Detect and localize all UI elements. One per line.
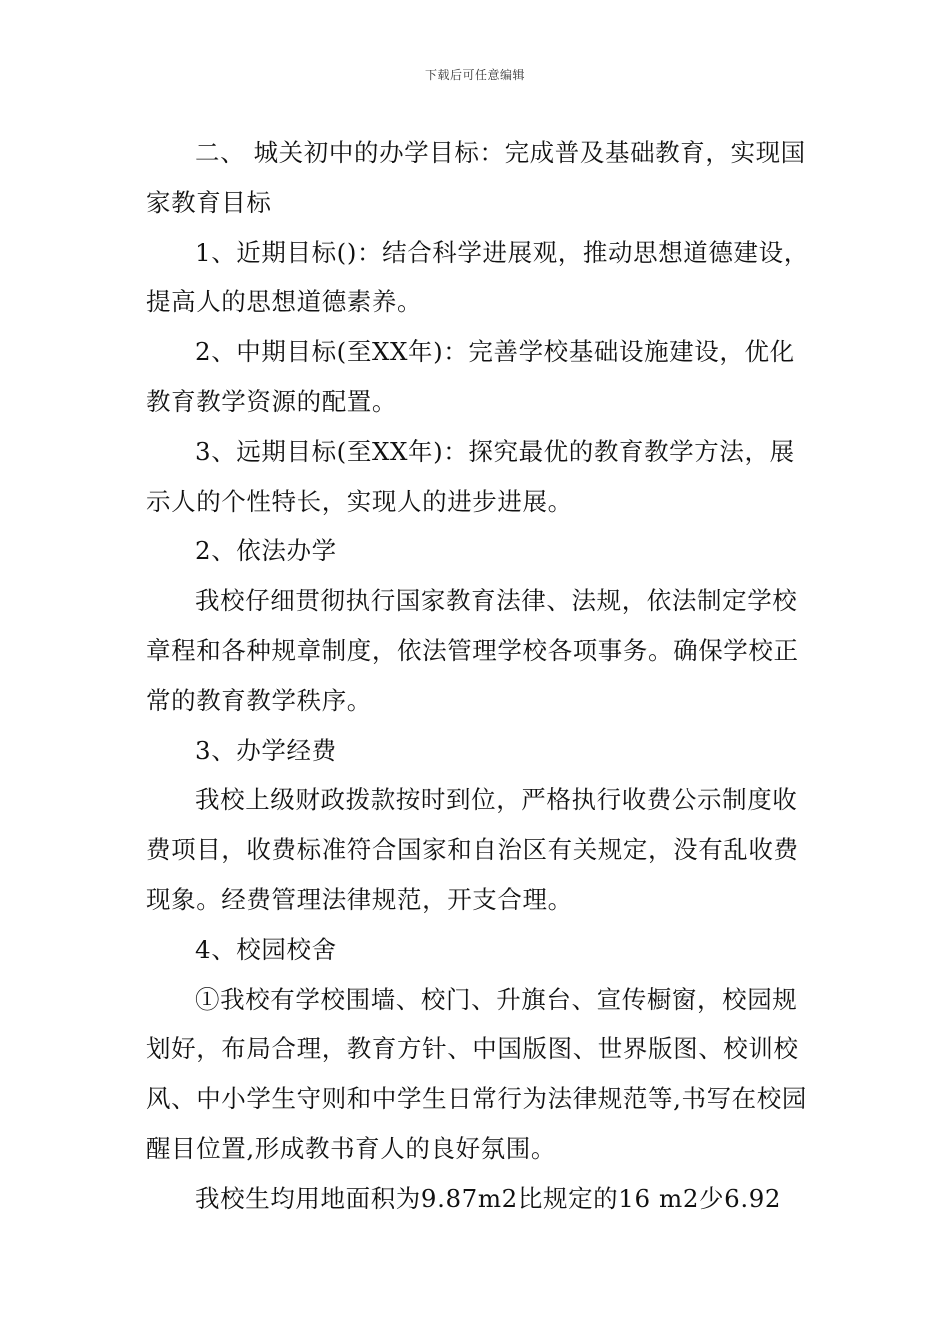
paragraph-school-funding: 我校上级财政拨款按时到位，严格执行收费公示制度收费项目，收费标准符合国家和自治区有关规定，没有乱收费现象。经费管理法律规范，开支合理。 — [146, 785, 799, 914]
heading-campus-buildings: 4、校园校舍 — [195, 934, 337, 964]
page-header: 下载后可任意编辑 — [424, 68, 525, 82]
paragraph-short-term-goal: 1、近期目标()：结合科学进展观，推动思想道德建设，提高人的思想道德素养。 — [146, 237, 809, 317]
heading-law-based-management: 2、依法办学 — [195, 536, 337, 566]
paragraph-school-goals: 二、 城关初中的办学目标：完成普及基础教育，实现国家教育目标 — [146, 138, 806, 217]
document-body — [146, 128, 810, 1224]
paragraph-land-area: 我校生均用地面积为9.87m2比规定的16 m2少6.92 — [195, 1183, 782, 1213]
paragraph-long-term-goal: 3、远期目标(至XX年)：探究最优的教育教学方法，展示人的个性特长，实现人的进步进展。 — [146, 436, 795, 516]
paragraph-mid-term-goal: 2、中期目标(至XX年)：完善学校基础设施建设，优化教育教学资源的配置。 — [146, 337, 795, 416]
paragraph-law-based-management: 我校仔细贯彻执行国家教育法律、法规，依法制定学校章程和各种规章制度，依法管理学校各项事务。确保学校正常的教育教学秩序。 — [146, 586, 799, 715]
paragraph-campus-facilities: ①我校有学校围墙、校门、升旗台、宣传橱窗，校园规划好，布局合理，教育方针、中国版图、世界版图、校训校风、中小学生守则和中学生日常行为法律规范等,书写在校园醒目位置,形成教书育人的良好氛围。 — [146, 984, 807, 1163]
heading-school-funding: 3、办学经费 — [195, 735, 337, 765]
